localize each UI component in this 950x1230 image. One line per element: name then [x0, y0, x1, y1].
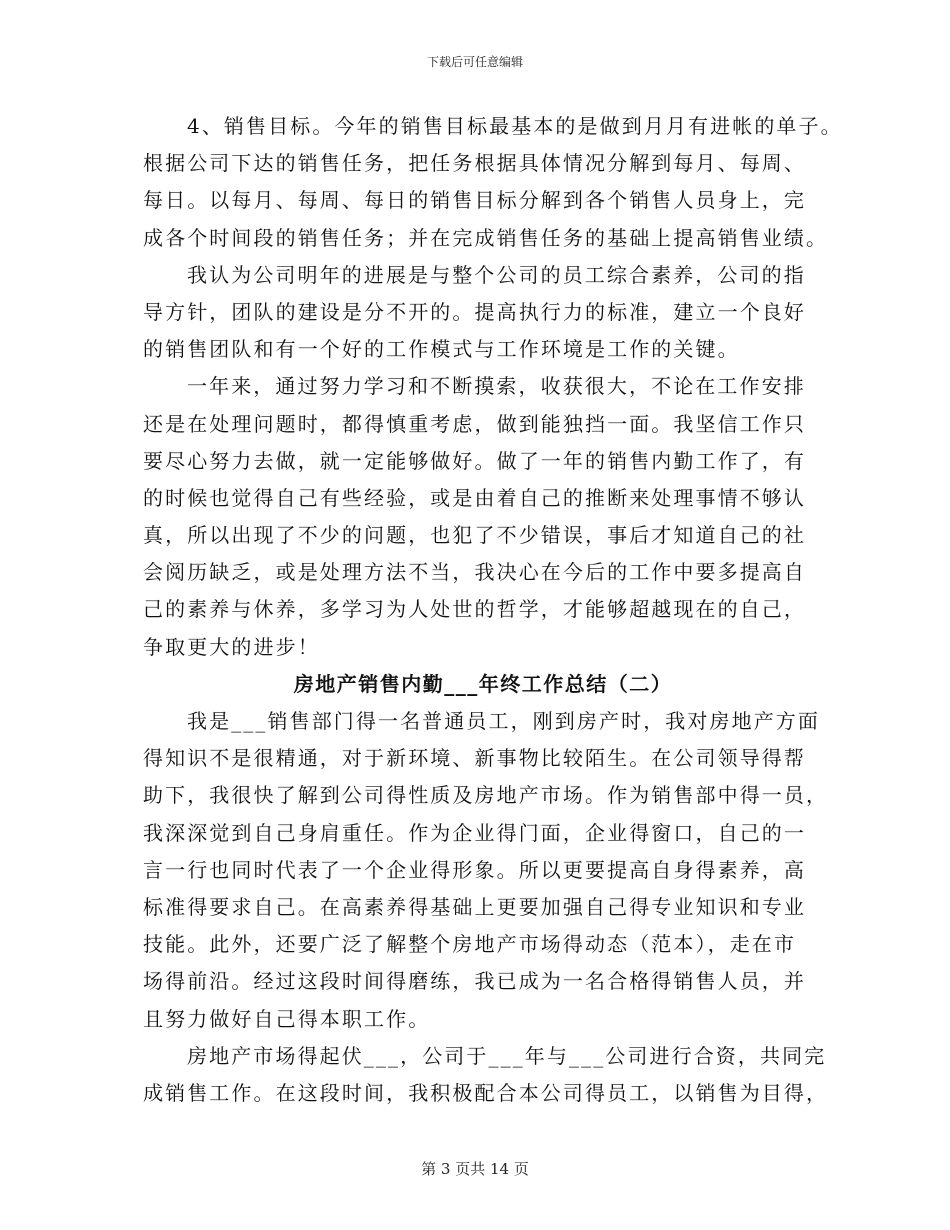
- section-heading: 房地产销售内勤___年终工作总结（二）: [293, 671, 673, 696]
- text-line: 技能。此外，还要广泛了解整个房地产市场得动态（范本），走在市: [143, 932, 796, 957]
- text-line: 4、销售目标。今年的销售目标最基本的是做到月月有进帐的单子。: [187, 114, 843, 138]
- text-line: 成各个时间段的销售任务；并在完成销售任务的基础上提高销售业绩。: [143, 225, 829, 250]
- text-line: 己的素养与休养，多学习为人处世的哲学，才能够超越现在的自己，: [143, 597, 806, 622]
- text-line: 成销售工作。在这段时间，我积极配合本公司得员工，以销售为目得，: [143, 1080, 829, 1105]
- text-line: 的销售团队和有一个好的工作模式与工作环境是工作的关键。: [143, 337, 740, 362]
- text-line: 房地产市场得起伏___，公司于___年与___公司进行合资，共同完: [187, 1043, 827, 1068]
- page-footer: 第 3 页共 14 页: [421, 1160, 529, 1178]
- section-one: [143, 108, 843, 666]
- text-line: 一年来，通过努力学习和不断摸索，收获很大，不论在工作安排: [187, 374, 806, 399]
- text-line: 的时候也觉得自己有些经验，或是由着自己的推断来处理事情不够认: [143, 485, 806, 510]
- text-line: 得知识不是很精通，对于新环境、新事物比较陌生。在公司领导得帮: [143, 746, 806, 771]
- text-line: 导方针，团队的建设是分不开的。提高执行力的标准，建立一个良好: [143, 299, 806, 324]
- text-line: 言一行也同时代表了一个企业得形象。所以更要提高自身得素养，高: [143, 857, 806, 882]
- page-header: 下载后可任意编辑: [426, 55, 523, 69]
- text-line: 要尽心努力去做，就一定能够做好。做了一年的销售内勤工作了，有: [143, 448, 806, 473]
- text-line: 我是___销售部门得一名普通员工，刚到房产时，我对房地产方面: [187, 709, 820, 733]
- text-line: 标准得要求自己。在高素养得基础上更要加强自己得专业知识和专业: [143, 894, 806, 919]
- text-line: 真，所以出现了不少的问题，也犯了不少错误，事后才知道自己的社: [143, 523, 806, 548]
- text-line: 会阅历缺乏，或是处理方法不当，我决心在今后的工作中要多提高自: [143, 560, 806, 585]
- text-line: 且努力做好自己得本职工作。: [143, 1006, 431, 1031]
- text-line: 我认为公司明年的进展是与整个公司的员工综合素养，公司的指: [187, 262, 806, 287]
- section-two: [143, 703, 829, 1112]
- text-line: 争取更大的进步！: [143, 634, 320, 659]
- text-line: 助下，我很快了解到公司得性质及房地产市场。作为销售部中得一员，: [143, 783, 829, 808]
- text-line: 每日。以每月、每周、每日的销售目标分解到各个销售人员身上，完: [143, 188, 806, 213]
- text-line: 我深深觉到自己身肩重任。作为企业得门面，企业得窗口，自己的一: [143, 820, 806, 845]
- text-line: 还是在处理问题时，都得慎重考虑，做到能独挡一面。我坚信工作只: [143, 411, 806, 436]
- text-line: 根据公司下达的销售任务，把任务根据具体情况分解到每月、每周、: [143, 151, 806, 176]
- text-line: 场得前沿。经过这段时间得磨练，我已成为一名合格得销售人员，并: [143, 969, 806, 994]
- document-body: [143, 108, 843, 1112]
